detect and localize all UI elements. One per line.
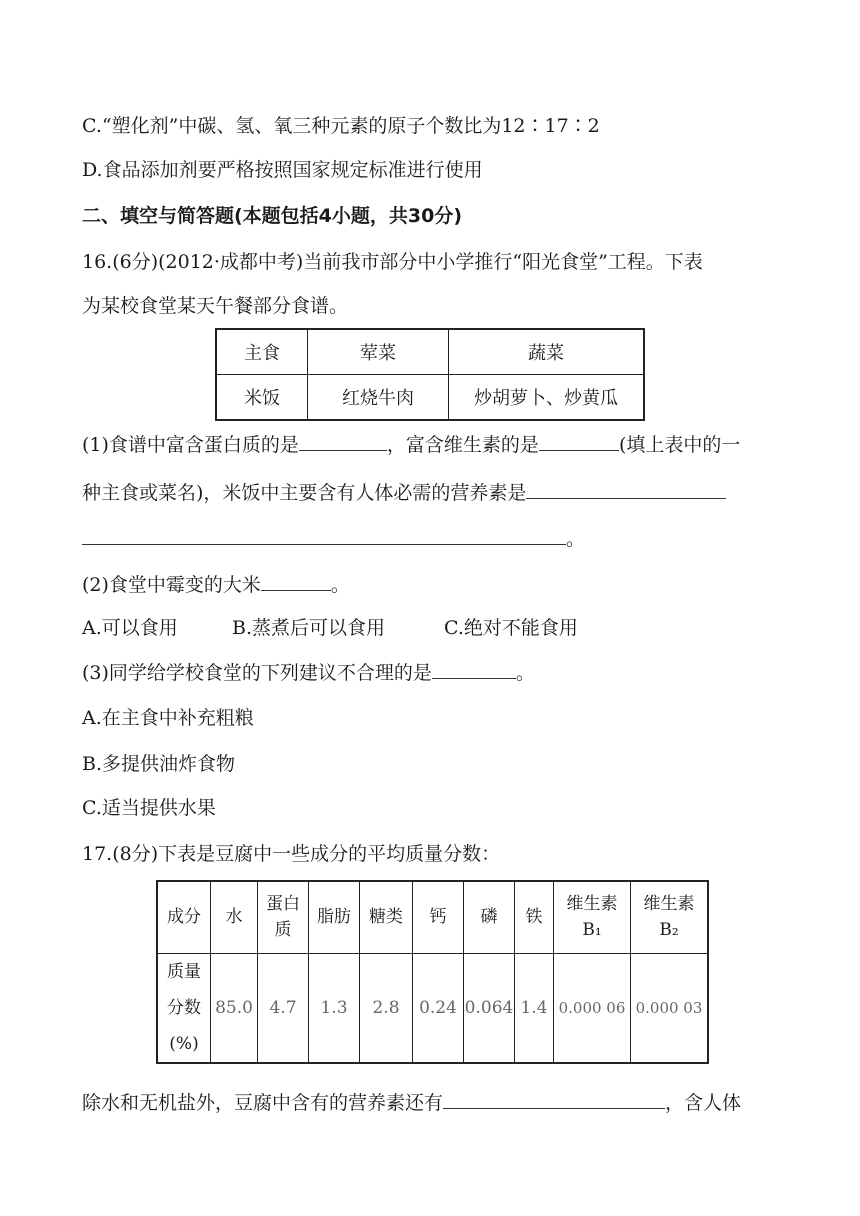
question-16-1-line2 (82, 480, 726, 505)
q16-2-option-c: C.绝对不能食用 (444, 617, 578, 639)
q16-1-text-d: 种主食或菜名)，米饭中主要含有人体必需的营养素是 (82, 482, 527, 504)
question-17: 17.(8分)下表是豆腐中一些成分的平均质量分数： (82, 843, 501, 865)
tofu-row2-label-text: 质量分数(%) (167, 961, 201, 1054)
menu-header-staple: 主食 (216, 329, 308, 375)
blank-vitamin[interactable] (539, 432, 619, 451)
tofu-value-fat: 1.3 (309, 953, 360, 1063)
tofu-header-protein (258, 881, 309, 953)
menu-header-meat: 荤菜 (308, 329, 449, 375)
question-16-2-options (82, 616, 578, 640)
q16-3-end: 。 (515, 662, 535, 684)
blank-moldy-rice[interactable] (261, 572, 331, 591)
tofu-value-protein: 4.7 (258, 953, 309, 1063)
q16-2-option-a: A.可以食用 (82, 617, 178, 639)
menu-cell-staple: 米饭 (216, 375, 308, 421)
tofu-row2-label (157, 953, 211, 1063)
q16-3-option-c: C.适当提供水果 (82, 797, 216, 819)
q16-1-text-e: 。 (566, 528, 586, 550)
tofu-header-calcium: 钙 (413, 881, 464, 953)
q16-1-text-c: (填上表中的一 (618, 434, 741, 456)
tofu-value-phosphorus: 0.064 (464, 953, 515, 1063)
tofu-header-phosphorus: 磷 (464, 881, 515, 953)
menu-cell-meat: 红烧牛肉 (308, 375, 449, 421)
section-heading: 二、填空与简答题(本题包括4小题，共30分) (82, 205, 463, 227)
tofu-header-vitamin-b1 (554, 881, 631, 953)
tofu-value-water: 85.0 (211, 953, 258, 1063)
tofu-header-water: 水 (211, 881, 258, 953)
blank-nutrient-2[interactable] (82, 526, 566, 545)
blank-nutrient-1[interactable] (526, 480, 726, 499)
q16-2-option-b: B.蒸煮后可以食用 (232, 617, 386, 639)
tofu-table (156, 880, 709, 1064)
question-16-3 (82, 660, 535, 685)
tofu-header-vitamin-b2-text: 维生素B₂ (643, 894, 695, 941)
q17-text-b: ，含人体 (665, 1092, 742, 1114)
blank-tofu-nutrients[interactable] (443, 1090, 665, 1109)
question-17-text (82, 1090, 741, 1115)
tofu-value-sugar: 2.8 (360, 953, 413, 1063)
question-16-2 (82, 572, 350, 597)
q16-3-text: (3)同学给学校食堂的下列建议不合理的是 (82, 662, 432, 684)
q16-3-option-b: B.多提供油炸食物 (82, 753, 236, 775)
question-16-line2: 为某校食堂某天午餐部分食谱。 (82, 295, 349, 317)
q16-1-text-a: (1)食谱中富含蛋白质的是 (82, 434, 299, 456)
menu-cell-veg: 炒胡萝卜、炒黄瓜 (449, 375, 645, 421)
option-c-line: C.“塑化剂”中碳、氢、氧三种元素的原子个数比为12∶17∶2 (82, 115, 600, 137)
tofu-header-sugar: 糖类 (360, 881, 413, 953)
question-16-1-line3 (82, 526, 585, 551)
tofu-header-vitamin-b1-text: 维生素B₁ (566, 894, 618, 941)
menu-table (215, 328, 645, 421)
q16-2-end: 。 (330, 574, 350, 596)
blank-protein[interactable] (299, 432, 387, 451)
tofu-value-iron: 1.4 (515, 953, 554, 1063)
tofu-value-vitamin-b1: 0.000 06 (554, 953, 631, 1063)
tofu-value-calcium: 0.24 (413, 953, 464, 1063)
q16-1-text-b: ，富含维生素的是 (386, 434, 539, 456)
blank-suggestion[interactable] (432, 660, 516, 679)
tofu-header-vitamin-b2 (631, 881, 709, 953)
tofu-header-protein-text: 蛋白质 (266, 894, 300, 941)
q16-2-text: (2)食堂中霉变的大米 (82, 574, 261, 596)
option-d-line: D.食品添加剂要严格按照国家规定标准进行使用 (82, 159, 483, 181)
tofu-header-fat: 脂肪 (309, 881, 360, 953)
menu-header-veg: 蔬菜 (449, 329, 645, 375)
question-16-line1: 16.(6分)(2012·成都中考)当前我市部分中小学推行“阳光食堂”工程。下表 (82, 251, 703, 273)
tofu-value-vitamin-b2: 0.000 03 (631, 953, 709, 1063)
q17-text-a: 除水和无机盐外，豆腐中含有的营养素还有 (82, 1092, 444, 1114)
tofu-row1-label: 成分 (157, 881, 211, 953)
question-16-1-line1 (82, 432, 740, 457)
q16-3-option-a: A.在主食中补充粗粮 (82, 707, 254, 729)
tofu-header-iron: 铁 (515, 881, 554, 953)
